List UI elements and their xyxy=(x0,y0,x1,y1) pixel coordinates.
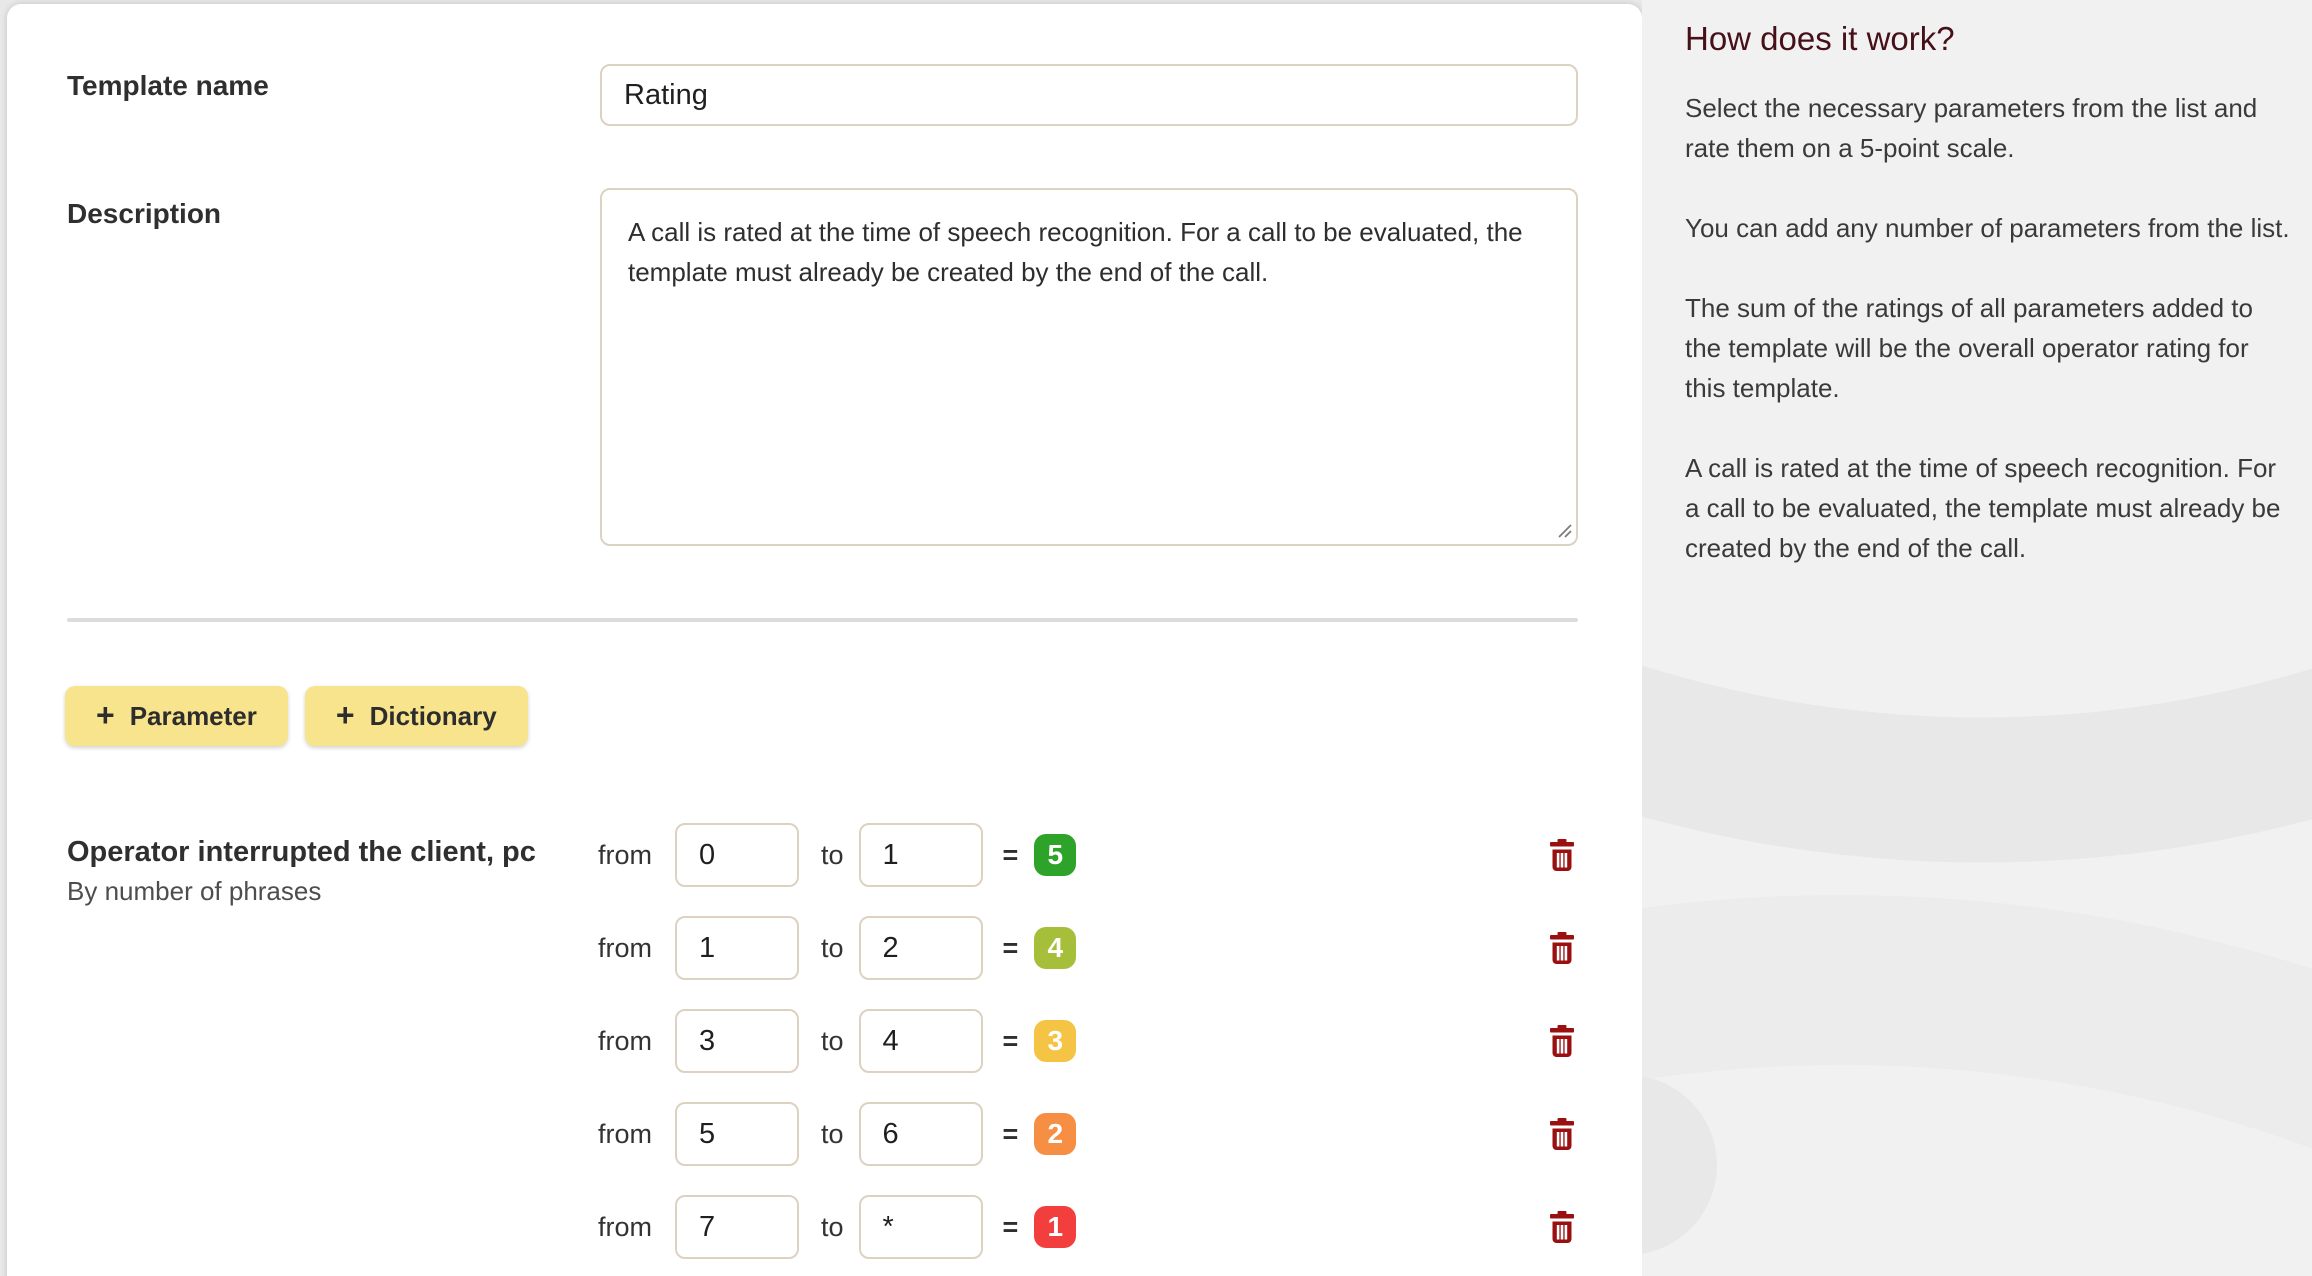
trash-icon xyxy=(1549,839,1575,871)
delete-row-button[interactable] xyxy=(1545,835,1579,875)
add-dictionary-label: Dictionary xyxy=(369,700,497,731)
range-from-input[interactable] xyxy=(675,823,799,887)
add-buttons-row xyxy=(65,686,528,746)
help-content xyxy=(1642,0,2312,568)
from-label: from xyxy=(598,839,652,870)
score-range-row xyxy=(598,916,1585,980)
delete-row-button[interactable] xyxy=(1545,1207,1579,1247)
score-ranges-list xyxy=(598,823,1585,1259)
description-field-wrap xyxy=(600,188,1578,546)
to-label: to xyxy=(821,1025,844,1056)
range-from-input[interactable] xyxy=(675,916,799,980)
add-dictionary-button[interactable] xyxy=(305,686,528,746)
add-parameter-button[interactable] xyxy=(65,686,288,746)
score-badge: 4 xyxy=(1034,927,1076,969)
parameter-title: Operator interrupted the client, pc xyxy=(67,836,536,868)
help-paragraph: The sum of the ratings of all parameters added to the template will be the overall operator rating for this template. xyxy=(1685,293,2253,403)
from-label: from xyxy=(598,1118,652,1149)
range-to-input[interactable] xyxy=(859,916,983,980)
help-paragraph: Select the necessary parameters from the list and rate them on a 5-point scale. xyxy=(1685,93,2258,163)
to-label: to xyxy=(821,839,844,870)
help-title: How does it work? xyxy=(1685,20,1955,57)
delete-row-button[interactable] xyxy=(1545,1021,1579,1061)
equals-sign: = xyxy=(1002,932,1019,963)
equals-sign: = xyxy=(1002,1118,1019,1149)
trash-icon xyxy=(1549,1118,1575,1150)
delete-row-button[interactable] xyxy=(1545,1114,1579,1154)
range-to-input[interactable] xyxy=(859,1195,983,1259)
equals-sign: = xyxy=(1002,839,1019,870)
from-label: from xyxy=(598,932,652,963)
plus-icon: + xyxy=(96,697,115,733)
description-textarea[interactable] xyxy=(600,188,1578,546)
delete-row-button[interactable] xyxy=(1545,928,1579,968)
score-badge: 2 xyxy=(1034,1113,1076,1155)
help-paragraph: A call is rated at the time of speech recognition. For a call to be evaluated, the template must already be created by the end of the call. xyxy=(1685,453,2281,563)
score-badge: 1 xyxy=(1034,1206,1076,1248)
to-label: to xyxy=(821,1211,844,1242)
plus-icon: + xyxy=(335,697,355,733)
section-divider xyxy=(67,618,1578,622)
score-range-row xyxy=(598,1195,1585,1259)
template-form-card xyxy=(7,4,1642,1276)
template-name-label: Template name xyxy=(67,70,269,101)
score-badge: 5 xyxy=(1034,834,1076,876)
range-to-input[interactable] xyxy=(859,1009,983,1073)
help-paragraphs xyxy=(1685,88,2290,568)
range-from-input[interactable] xyxy=(675,1102,799,1166)
range-to-input[interactable] xyxy=(859,1102,983,1166)
help-panel xyxy=(1642,0,2312,1276)
score-badge: 3 xyxy=(1034,1020,1076,1062)
add-parameter-label: Parameter xyxy=(129,700,257,731)
score-range-row xyxy=(598,1102,1585,1166)
from-label: from xyxy=(598,1025,652,1056)
from-label: from xyxy=(598,1211,652,1242)
score-range-row xyxy=(598,823,1585,887)
to-label: to xyxy=(821,932,844,963)
parameter-subtitle: By number of phrases xyxy=(67,876,322,906)
score-range-row xyxy=(598,1009,1585,1073)
help-paragraph: You can add any number of parameters from the list. xyxy=(1685,213,2290,243)
range-from-input[interactable] xyxy=(675,1009,799,1073)
range-from-input[interactable] xyxy=(675,1195,799,1259)
to-label: to xyxy=(821,1118,844,1149)
trash-icon xyxy=(1549,1211,1575,1243)
description-label: Description xyxy=(67,198,222,229)
trash-icon xyxy=(1549,932,1575,964)
equals-sign: = xyxy=(1002,1211,1019,1242)
equals-sign: = xyxy=(1002,1025,1019,1056)
range-to-input[interactable] xyxy=(859,823,983,887)
trash-icon xyxy=(1549,1025,1575,1057)
template-name-input[interactable] xyxy=(600,64,1578,126)
